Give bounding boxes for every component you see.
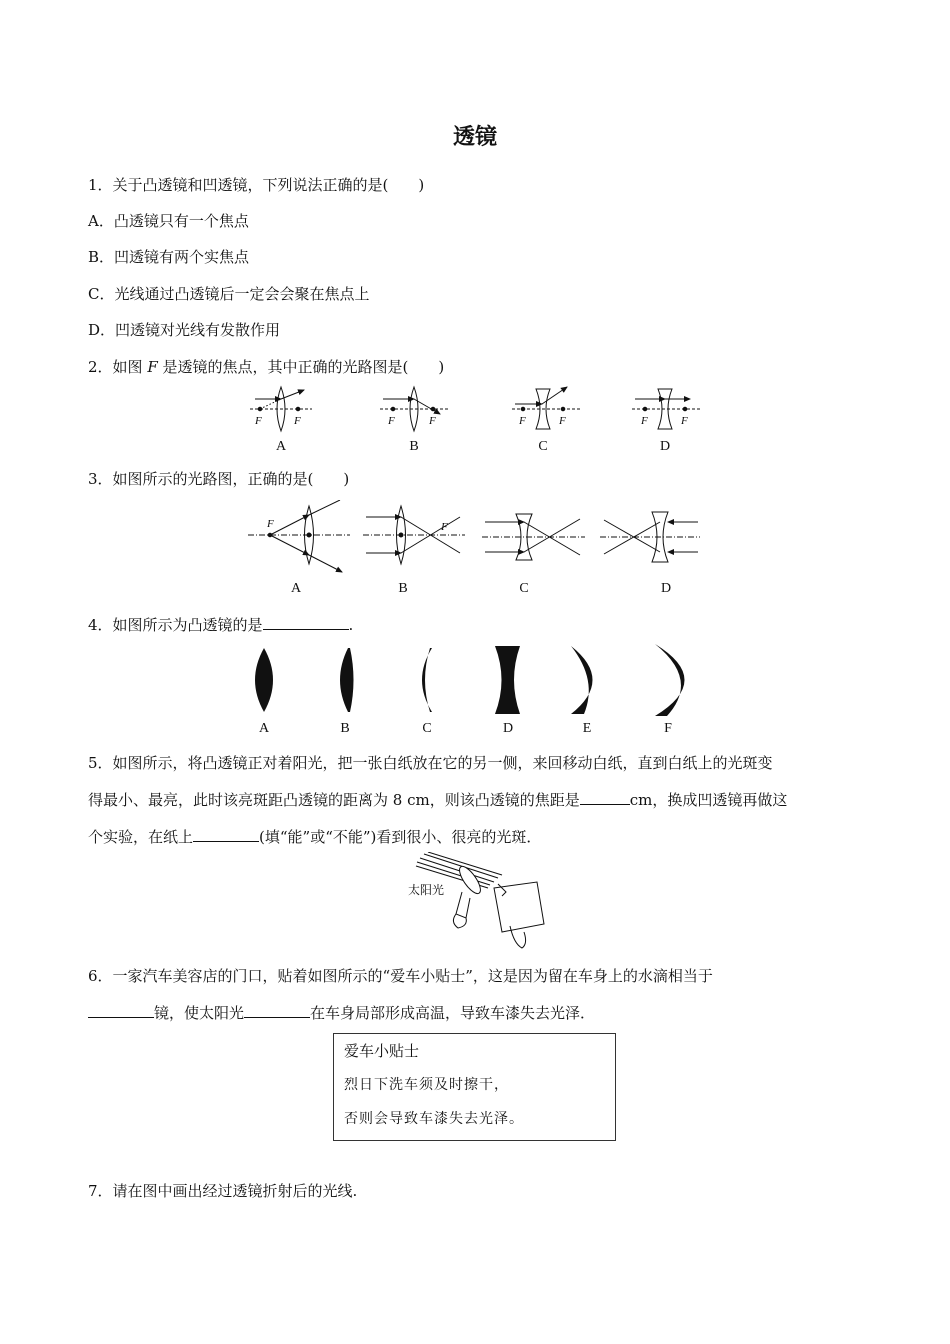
q1-option-c: C．光线通过凸透镜后一定会会聚在焦点上 [88, 285, 370, 303]
q3-label-d: D [660, 581, 672, 596]
q2-b-focus-left: F [388, 415, 395, 427]
q4-lens-d [495, 646, 520, 714]
q6-line-2a: 镜，使太阳光 [154, 1004, 245, 1022]
q5-line-3a: 个实验，在纸上 [88, 828, 194, 846]
q4-answer-blank[interactable] [263, 615, 349, 630]
q5-line-2a: 得最小、最亮，此时该亮斑距凸透镜的距离为 8 cm，则该凸透镜的焦距是 [88, 791, 580, 809]
q3-diagram-b [363, 506, 465, 564]
q5-line-2b: cm，换成凹透镜再做这 [629, 791, 788, 809]
q5-answer-blank-1[interactable] [580, 790, 630, 805]
q5-line-3b: (填“能”或“不能”)看到很小、很亮的光斑． [259, 828, 542, 846]
q4-label-f: F [664, 721, 672, 736]
q6-answer-blank-1[interactable] [88, 1003, 154, 1018]
q2-figure [240, 382, 720, 454]
q1-option-d: D．凹透镜对光线有发散作用 [88, 321, 281, 339]
q5-answer-blank-2[interactable] [193, 827, 259, 842]
q6-line-2b: 在车身局部形成高温，导致车漆失去光泽． [310, 1004, 596, 1022]
q2-label-a: A [275, 439, 287, 454]
q3-label-c: C [519, 581, 529, 596]
q4-figure [240, 642, 710, 742]
q2-stem-var: F [147, 358, 158, 376]
q5-line-3 [88, 826, 541, 847]
q4-lens-a [255, 648, 273, 712]
tip-line-2: 否则会导致车漆失去光泽。 [344, 1111, 524, 1127]
q4-label-e: E [582, 721, 592, 736]
car-care-tip-box [333, 1033, 616, 1141]
q4-stem-end: . [348, 616, 354, 634]
q7-stem: 7．请在图中画出经过透镜折射后的光线. [88, 1182, 358, 1200]
q1-option-a: A．凸透镜只有一个焦点 [88, 212, 249, 230]
q3-diagram-a [248, 500, 350, 572]
q4-lens-b [340, 648, 354, 712]
q3-stem: 3．如图所示的光路图，正确的是( ) [88, 470, 350, 488]
q3-a-focus: F [267, 518, 274, 530]
q6-line-1: 6．一家汽车美容店的门口，贴着如图所示的“爱车小贴士”，这是因为留在车身上的水滴相当于 [88, 967, 713, 985]
q4-label-a: A [258, 721, 270, 736]
q2-label-c: C [538, 439, 548, 454]
q3-label-b: B [398, 581, 408, 596]
q4-lens-f [655, 644, 685, 716]
q4-lens-shapes [255, 644, 685, 716]
q3-b-focus: F [441, 521, 448, 533]
q4-stem [88, 614, 353, 635]
q2-a-focus-left: F [255, 415, 262, 427]
q2-stem [88, 356, 444, 377]
q2-d-focus-right: F [681, 415, 688, 427]
q4-stem-text: 4．如图所示为凸透镜的是 [88, 616, 263, 634]
q1-option-b: B．凹透镜有两个实焦点 [88, 248, 250, 266]
q6-answer-blank-2[interactable] [244, 1003, 310, 1018]
q3-figure [240, 500, 710, 600]
q6-line-2 [88, 1002, 595, 1023]
q3-diagram-d [600, 512, 700, 562]
q2-b-focus-right: F [429, 415, 436, 427]
q3-label-a: A [290, 581, 302, 596]
q2-label-b: B [409, 439, 419, 454]
q4-label-b: B [340, 721, 350, 736]
q2-stem-post: 是透镜的焦点，其中正确的光路图是( ) [157, 358, 445, 376]
q5-line-1: 5．如图所示，将凸透镜正对着阳光，把一张白纸放在它的另一侧，来回移动白纸，直到白纸上的光斑变 [88, 754, 773, 772]
page-title: 透镜 [452, 125, 497, 150]
q5-sunlight-label: 太阳光 [408, 883, 445, 897]
q2-c-focus-right: F [559, 415, 566, 427]
q2-label-d: D [659, 439, 671, 454]
tip-line-1: 烈日下洗车须及时擦干， [344, 1077, 509, 1093]
q4-lens-e [571, 646, 593, 714]
tip-title: 爱车小贴士 [344, 1042, 420, 1060]
q4-label-d: D [502, 721, 514, 736]
q4-label-c: C [422, 721, 432, 736]
q2-d-focus-left: F [641, 415, 648, 427]
q2-stem-pre: 2．如图 [88, 358, 148, 376]
q1-stem: 1．关于凸透镜和凹透镜，下列说法正确的是( ) [88, 176, 425, 194]
q5-line-2 [88, 789, 787, 810]
q5-sunlight-figure [402, 852, 550, 952]
q2-a-focus-right: F [294, 415, 301, 427]
q3-diagram-c [482, 514, 585, 560]
q2-c-focus-left: F [519, 415, 526, 427]
q4-lens-c [422, 648, 432, 712]
